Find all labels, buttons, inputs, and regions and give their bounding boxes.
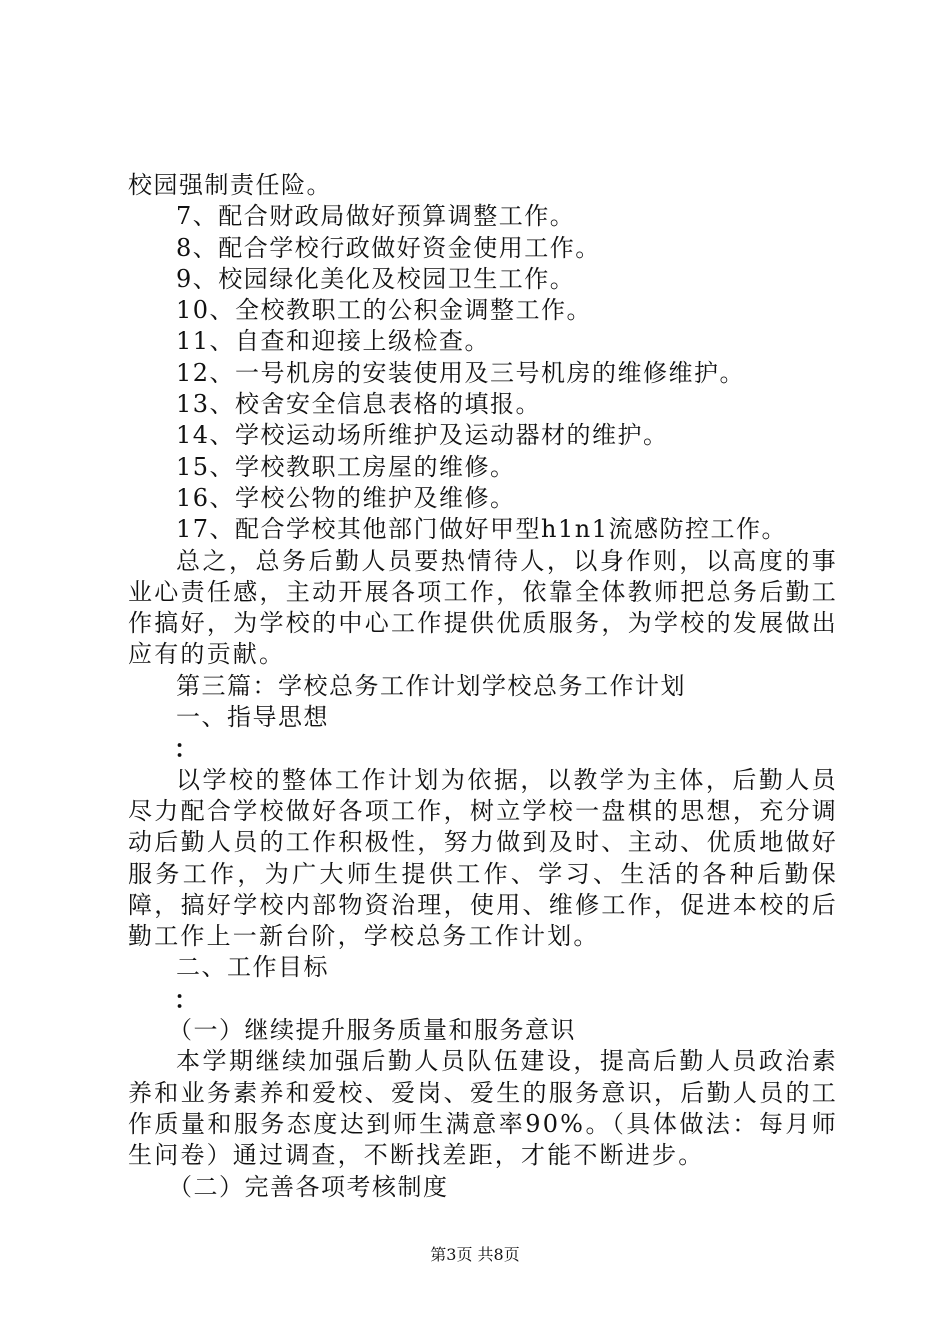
list-item-17: 17、配合学校其他部门做好甲型h1n1流感防控工作。: [176, 515, 787, 544]
summary-paragraph: 总之，总务后勤人员要热情待人，以身作则，以高度的事业心责任感，主动开展各项工作，依靠全体教师把总务后勤工作搞好，为学校的中心工作提供优质服务，为学校的发展做出应有的贡献。: [128, 546, 838, 669]
list-item-16: 16、学校公物的维护及维修。: [176, 483, 516, 512]
list-item-7: 7、配合财政局做好预算调整工作。: [176, 202, 576, 231]
heading-colon: ：: [174, 984, 198, 1014]
subheading-service-quality: （一）继续提升服务质量和服务意识: [168, 1016, 576, 1045]
heading-work-goals: 二、工作目标: [176, 953, 329, 982]
list-item-9: 9、校园绿化美化及校园卫生工作。: [176, 264, 576, 293]
list-item-13: 13、校舍安全信息表格的填报。: [176, 390, 542, 419]
guiding-paragraph: 以学校的整体工作计划为依据，以教学为主体，后勤人员尽力配合学校做好各项工作，树立学校一盘棋的思想，充分调动后勤人员的工作积极性，努力做到及时、主动、优质地做好服务工作，为广大师生提供工作、学习、生活的各种后勤保障，搞好学校内部物资治理，使用、维修工作，促进本校的后勤工作上一新台阶，学校总务工作计划。: [128, 765, 838, 951]
subheading-assessment-system: （二）完善各项考核制度: [168, 1172, 449, 1201]
list-item-11: 11、自查和迎接上级检查。: [176, 327, 491, 356]
section-title: 第三篇：学校总务工作计划学校总务工作计划: [176, 671, 686, 700]
list-item-8: 8、配合学校行政做好资金使用工作。: [176, 233, 601, 262]
list-item-14: 14、学校运动场所维护及运动器材的维护。: [176, 421, 669, 450]
list-item-15: 15、学校教职工房屋的维修。: [176, 452, 516, 481]
document-body: [128, 170, 838, 1203]
list-item-12: 12、一号机房的安装使用及三号机房的维修维护。: [176, 358, 746, 387]
service-paragraph: 本学期继续加强后勤人员队伍建设，提高后勤人员政治素养和业务素养和爱校、爱岗、爱生的服务意识，后勤人员的工作质量和服务态度达到师生满意率90%。（具体做法：每月师生问卷）通过调查，不断找差距，才能不断进步。: [128, 1047, 838, 1170]
text-line-continuation: 校园强制责任险。: [128, 171, 332, 199]
heading-guiding-ideology: 一、指导思想: [176, 703, 329, 732]
page-footer: 第3页 共8页: [430, 1245, 520, 1264]
heading-colon: ：: [174, 734, 198, 764]
list-item-10: 10、全校教职工的公积金调整工作。: [176, 296, 593, 325]
